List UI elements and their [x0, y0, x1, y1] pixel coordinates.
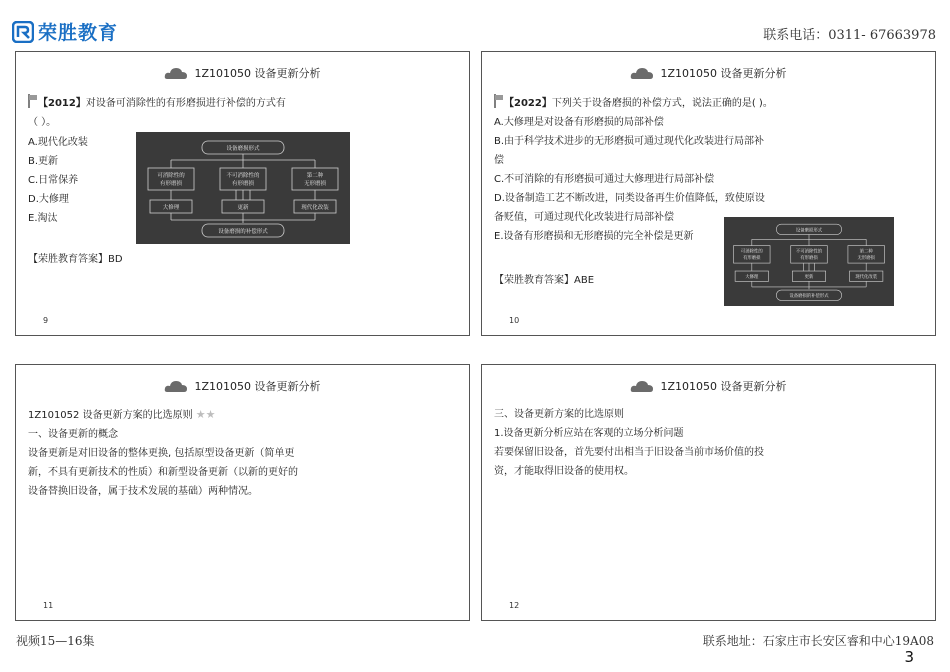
wear-diagram: [724, 217, 894, 306]
line-6: 备贬值，可通过现代化改装进行局部补偿: [494, 212, 674, 223]
diagram-mid-2b: 有形磨损: [800, 256, 818, 262]
diagram-bottom-1: 大修理: [162, 205, 180, 211]
question-tag: 【2012】: [38, 98, 86, 109]
slide-header: [16, 65, 469, 81]
slide-header: [16, 378, 469, 394]
cloud-icon: [164, 379, 188, 393]
line-2: B.由于科学技术进步的无形磨损可通过现代化改装进行局部补: [494, 136, 765, 147]
option-a: A.现代化改装: [28, 137, 88, 148]
slide-body: [28, 405, 298, 501]
answer: 【荣胜教育答案】BD: [28, 254, 123, 265]
logo-icon: [12, 21, 34, 43]
diagram-mid-3b: 无形磨损: [857, 256, 875, 262]
flag-icon: [494, 94, 504, 108]
diagram-top-label: 设备磨损形式: [226, 146, 260, 152]
question-tag: 【2022】: [504, 98, 552, 109]
slide-10: [481, 51, 936, 336]
slide-number: 12: [509, 601, 520, 610]
line-2: 1.设备更新分析应站在客观的立场分析问题: [494, 428, 684, 439]
line-1: A.大修理是对设备有形磨损的局部补偿: [494, 117, 664, 128]
phone-number: 联系电话：0311- 67663978: [763, 28, 936, 43]
wear-diagram-svg: [724, 217, 894, 306]
line-4: 资，才能取得旧设备的使用权。: [494, 466, 634, 477]
line-2: 设备更新是对旧设备的整体更换, 包括原型设备更新（简单更: [28, 448, 295, 459]
slide-header: [482, 65, 935, 81]
slide-number: 11: [43, 601, 54, 610]
section-title: [28, 405, 298, 425]
option-e: E.淘汰: [28, 213, 58, 224]
diagram-mid-1a: 可消除性的: [157, 173, 185, 179]
slide-number: 10: [509, 316, 520, 325]
diagram-mid-3a: 第二种: [859, 249, 873, 255]
footer-video-range: 视频15—16集: [16, 634, 95, 648]
wear-diagram-svg: [136, 132, 350, 244]
cloud-icon: [630, 66, 654, 80]
line-1: 一、设备更新的概念: [28, 429, 118, 440]
diagram-mid-1b: 有形磨损: [159, 181, 183, 187]
cloud-icon: [164, 66, 188, 80]
slide-body: [494, 405, 764, 481]
diagram-mid-1a: 可消除性的: [740, 249, 763, 255]
page-number: 3: [904, 648, 914, 666]
cloud-icon: [630, 379, 654, 393]
diagram-bottom-2: 更新: [237, 205, 249, 211]
slide-11: [15, 364, 470, 621]
line-7: E.设备有形磨损和无形磨损的完全补偿是更新: [494, 231, 694, 242]
section-title-text: 1Z101052 设备更新方案的比选原则: [28, 410, 193, 421]
option-d: D.大修理: [28, 194, 69, 205]
footer-address: 联系地址：石家庄市长安区睿和中心19A08: [702, 634, 934, 648]
brand-name: 荣胜教育: [38, 22, 119, 44]
question-text: 下列关于设备磨损的补偿方式，说法正确的是( )。: [551, 98, 773, 109]
diagram-mid-3b: 无形磨损: [303, 181, 327, 187]
slide-9: [15, 51, 470, 336]
question: [28, 94, 286, 132]
brand-logo: [12, 18, 118, 45]
diagram-mid-3a: 第二种: [306, 173, 324, 179]
option-c: C.日常保养: [28, 175, 79, 186]
slide-header-text: 1Z101050 设备更新分析: [194, 67, 321, 80]
flag-icon: [28, 94, 38, 108]
line-4: C.不可消除的有形磨损可通过大修理进行局部补偿: [494, 174, 715, 185]
question-text: 对设备可消除性的有形磨损进行补偿的方式有: [85, 98, 286, 109]
options-list: [28, 133, 88, 228]
slide-header-text: 1Z101050 设备更新分析: [660, 67, 787, 80]
diagram-mid-2a: 不可消除性的: [795, 249, 823, 255]
diagram-bottom-2: 更新: [804, 275, 814, 281]
option-b: B.更新: [28, 156, 59, 167]
answer: 【荣胜教育答案】ABE: [494, 275, 595, 286]
slide-header-text: 1Z101050 设备更新分析: [660, 380, 787, 393]
question: [494, 94, 773, 113]
line-3: 偿: [494, 155, 504, 166]
line-1: 三、设备更新方案的比选原则: [494, 409, 624, 420]
diagram-bottom-3: 现代化改装: [855, 275, 878, 281]
line-3: 若要保留旧设备，首先要付出相当于旧设备当前市场价值的投: [494, 447, 764, 458]
wear-diagram: [136, 132, 350, 244]
slide-header-text: 1Z101050 设备更新分析: [194, 380, 321, 393]
diagram-base-label: 设备磨损的补偿形式: [789, 294, 829, 300]
line-4: 设备替换旧设备，属于技术发展的基础）两种情况。: [28, 486, 258, 497]
slide-number: 9: [43, 316, 49, 325]
diagram-mid-2b: 有形磨损: [231, 181, 255, 187]
diagram-bottom-1: 大修理: [745, 275, 759, 281]
star-icon: ★★: [195, 408, 216, 421]
slide-12: [481, 364, 936, 621]
diagram-base-label: 设备磨损的补偿形式: [218, 229, 268, 235]
line-3: 新，不具有更新技术的性质）和新型设备更新（以新的更好的: [28, 467, 298, 478]
diagram-bottom-3: 现代化改装: [301, 205, 329, 211]
line-5: D.设备制造工艺不断改进，同类设备再生价值降低，致使原设: [494, 193, 765, 204]
diagram-mid-2a: 不可消除性的: [226, 173, 260, 179]
diagram-mid-1b: 有形磨损: [743, 256, 761, 262]
question-text-cont: （ ）。: [28, 117, 57, 128]
slide-header: [482, 378, 935, 394]
diagram-top-label: 设备磨损形式: [795, 228, 823, 234]
